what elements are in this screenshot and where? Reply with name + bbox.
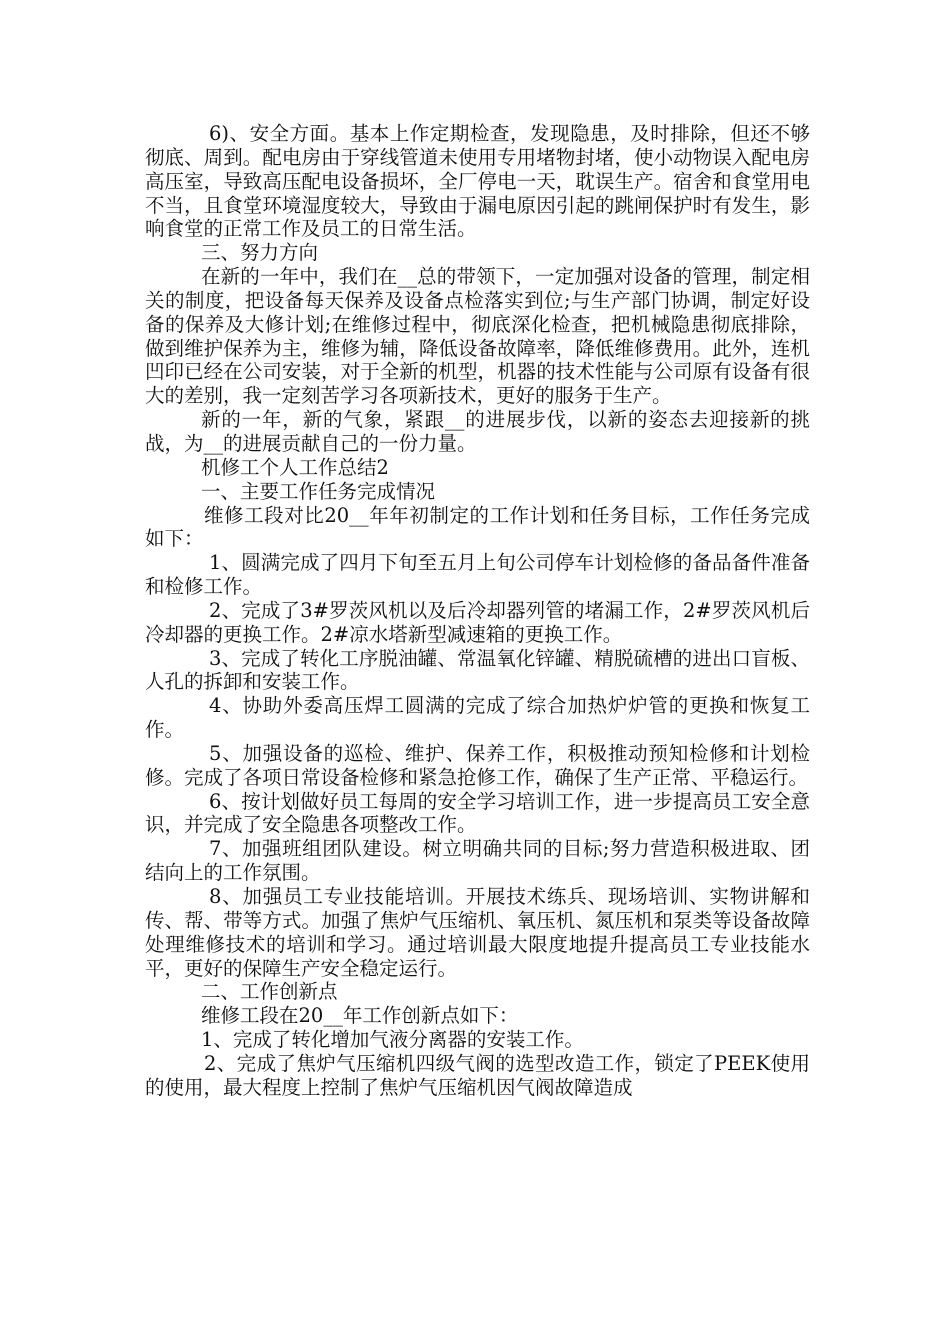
list-item-1: 1、圆满完成了四月下旬至五月上旬公司停车计划检修的备品备件准备和检修工作。	[145, 551, 810, 599]
heading-main-tasks: 一、主要工作任务完成情况	[201, 479, 436, 503]
heading-direction: 三、努力方向	[201, 241, 319, 265]
paragraph-tasks-intro: 维修工段对比20__年年初制定的工作计划和任务目标，工作任务完成如下：	[145, 503, 810, 551]
paragraph-safety: 6)、安全方面。基本上作定期检查，发现隐患，及时排除，但还不够彻底、周到。配电房由于穿线管道未使用专用堵物封堵，使小动物误入配电房高压室，导致高压配电设备损坏，全厂停电一天，耽误生产。宿舍和食堂用电不当，且食堂环境湿度较大，导致由于漏电原因引起的跳闸保护时有发生，影响食堂的正常工作及员工的日常生活。	[145, 122, 810, 241]
paragraph-innovation-intro: 维修工段在20__年工作创新点如下：	[201, 1004, 519, 1028]
list-item-5: 5、加强设备的巡检、维护、保养工作，积极推动预知检修和计划检修。完成了各项日常设备检修和紧急抢修工作，确保了生产正常、平稳运行。	[145, 741, 810, 789]
paragraph-new-year: 新的一年，新的气象，紧跟__的进展步伐，以新的姿态去迎接新的挑战，为__的进展贡献自己的一份力量。	[145, 408, 810, 455]
list-item-4: 4、协助外委高压焊工圆满的完成了综合加热炉炉管的更换和恢复工作。	[145, 694, 810, 742]
innovation-item-2: 2、完成了焦炉气压缩机四级气阀的选型改造工作，锁定了PEEK使用的使用，最大程度上控制了焦炉气压缩机因气阀故障造成	[145, 1051, 810, 1099]
document-body	[145, 122, 810, 1100]
list-item-8: 8、加强员工专业技能培训。开展技术练兵、现场培训、实物讲解和传、帮、带等方式。加强了焦炉气压缩机、氧压机、氮压机和泵类等设备故障处理维修技术的培训和学习。通过培训最大限度地提升提高员工专业技能水平，更好的保障生产安全稳定运行。	[145, 885, 810, 980]
heading-innovation: 二、工作创新点	[201, 980, 338, 1004]
innovation-item-1: 1、完成了转化增加气液分离器的安装工作。	[201, 1028, 584, 1052]
list-item-7: 7、加强班组团队建设。树立明确共同的目标;努力营造积极进取、团结向上的工作氛围。	[145, 837, 810, 885]
list-item-3: 3、完成了转化工序脱油罐、常温氧化锌罐、精脱硫槽的进出口盲板、人孔的拆卸和安装工作。	[145, 646, 810, 694]
list-item-6: 6、按计划做好员工每周的安全学习培训工作，进一步提高员工安全意识，并完成了安全隐患各项整改工作。	[145, 789, 810, 837]
section-title-summary-2: 机修工个人工作总结2	[201, 455, 389, 479]
paragraph-plan: 在新的一年中，我们在__总的带领下，一定加强对设备的管理，制定相关的制度，把设备每天保养及设备点检落实到位;与生产部门协调，制定好设备的保养及大修计划;在维修过程中，彻底深化检查，把机械隐患彻底排除，做到维护保养为主，维修为辅，降低设备故障率，降低维修费用。此外，连机凹印已经在公司安装，对于全新的机型，机器的技术性能与公司原有设备有很大的差别，我一定刻苦学习各项新技术，更好的服务于生产。	[145, 265, 810, 408]
list-item-2: 2、完成了3#罗茨风机以及后冷却器列管的堵漏工作，2#罗茨风机后冷却器的更换工作。2#凉水塔新型减速箱的更换工作。	[145, 598, 810, 646]
